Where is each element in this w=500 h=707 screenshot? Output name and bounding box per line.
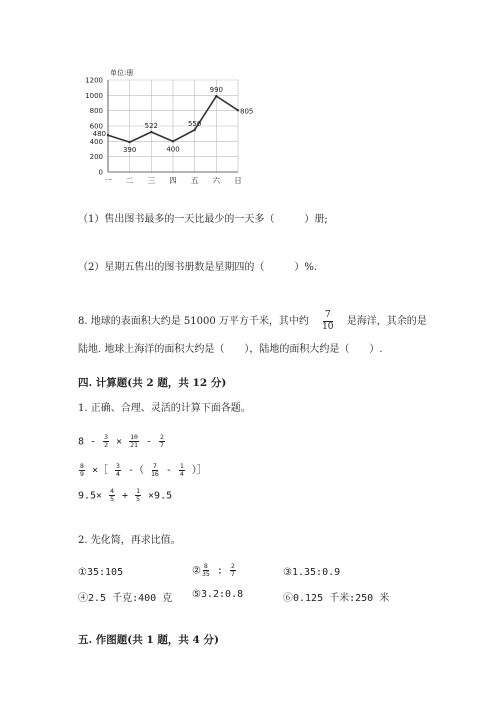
question-8 — [78, 310, 427, 333]
ratio-5: ⑤3.2:0.8 — [192, 589, 244, 600]
question-2: （2）星期五售出的图书册数是星期四的（ ）%. — [78, 262, 318, 273]
data-label: 550 — [187, 119, 202, 128]
data-point — [172, 140, 174, 142]
calc-instruction: 1. 正确、合理、灵活的计算下面各题。 — [78, 403, 251, 414]
fraction: $\frac{1}{5}$ — [136, 487, 141, 503]
expression-1: 8 - $\frac{3}{2}$ × $\frac{10}{21}$ - $\frac{2}{7}$ — [78, 433, 164, 449]
data-point — [150, 131, 152, 133]
fraction: $\frac{4}{5}$ — [110, 487, 115, 503]
data-point — [215, 95, 217, 97]
data-point — [193, 129, 195, 131]
q8-fraction — [322, 310, 333, 333]
fraction: $\frac{8}{9}$ — [80, 461, 84, 478]
x-tick-label: 六 — [212, 176, 221, 185]
section-4-title: 四. 计算题(共 2 题，共 12 分) — [78, 377, 227, 389]
q8-text-2: 是海洋，其余的是 — [346, 316, 427, 327]
data-label: 480 — [92, 130, 106, 139]
y-tick-label: 600 — [89, 122, 103, 131]
data-label: 805 — [240, 107, 254, 116]
x-tick-label: 五 — [190, 176, 199, 185]
expression-2: $\frac{8}{9}$ ×［ $\frac{3}{4}$ -（ $\frac{7}{16}$ - $\frac{1}{4}$ ）］ — [80, 461, 207, 478]
y-tick-label: 1000 — [85, 91, 103, 100]
y-tick-label: 1200 — [85, 76, 103, 85]
fraction: $\frac{7}{16}$ — [150, 461, 159, 478]
data-point — [128, 141, 130, 143]
q8-frac-den: 10 — [322, 322, 334, 332]
ratio-4: ④2.5 千克:400 克 — [78, 593, 173, 604]
data-point — [237, 109, 239, 111]
y-tick-label: 800 — [89, 107, 103, 116]
y-tick-label: 0 — [98, 168, 103, 177]
data-label: 400 — [166, 145, 180, 154]
ratio-3: ③1.35:0.9 — [283, 567, 341, 578]
ratio-instruction: 2. 先化简，再求比值。 — [78, 535, 181, 546]
question-1: （1）售出图书最多的一天比最少的一天多（ ）册; — [78, 214, 328, 225]
section-5-title: 五. 作图题(共 1 题，共 4 分) — [78, 634, 219, 646]
unit-label: 单位:册 — [110, 69, 134, 77]
x-tick-label: 四 — [169, 176, 177, 185]
ratio-1: ①35:105 — [78, 567, 124, 578]
fraction: $\frac{2}{7}$ — [159, 433, 164, 449]
fraction: $\frac{10}{21}$ — [130, 433, 138, 449]
y-tick-label: 200 — [89, 153, 103, 162]
x-tick-label: 二 — [125, 176, 134, 185]
ratio-6: ⑥0.125 千米:250 米 — [283, 593, 390, 604]
q8-line-2: 陆地. 地球上海洋的面积大约是（ ），陆地的面积大约是（ ）. — [78, 344, 383, 355]
q8-text-1: 8. 地球的表面积大约是 51000 万平方千米，其中约 — [78, 316, 309, 327]
data-label: 522 — [144, 121, 159, 130]
fraction: $\frac{3}{2}$ — [104, 433, 109, 449]
data-label: 990 — [209, 86, 224, 95]
x-tick-label: 日 — [234, 176, 242, 185]
y-tick-label: 400 — [89, 137, 103, 146]
x-tick-label: 一 — [104, 176, 112, 185]
x-tick-label: 三 — [147, 176, 156, 185]
ratio-2: ② $\frac{8}{35}$ : $\frac{2}{7}$ — [192, 562, 235, 578]
fraction: $\frac{3}{4}$ — [115, 461, 120, 478]
data-label: 390 — [122, 146, 137, 155]
fraction: $\frac{1}{4}$ — [179, 461, 184, 478]
expression-3: 9.5× $\frac{4}{5}$ + $\frac{1}{5}$ ×9.5 — [78, 487, 173, 503]
line-chart — [60, 60, 260, 190]
q8-frac-num: 7 — [324, 310, 331, 320]
data-point — [107, 134, 109, 136]
